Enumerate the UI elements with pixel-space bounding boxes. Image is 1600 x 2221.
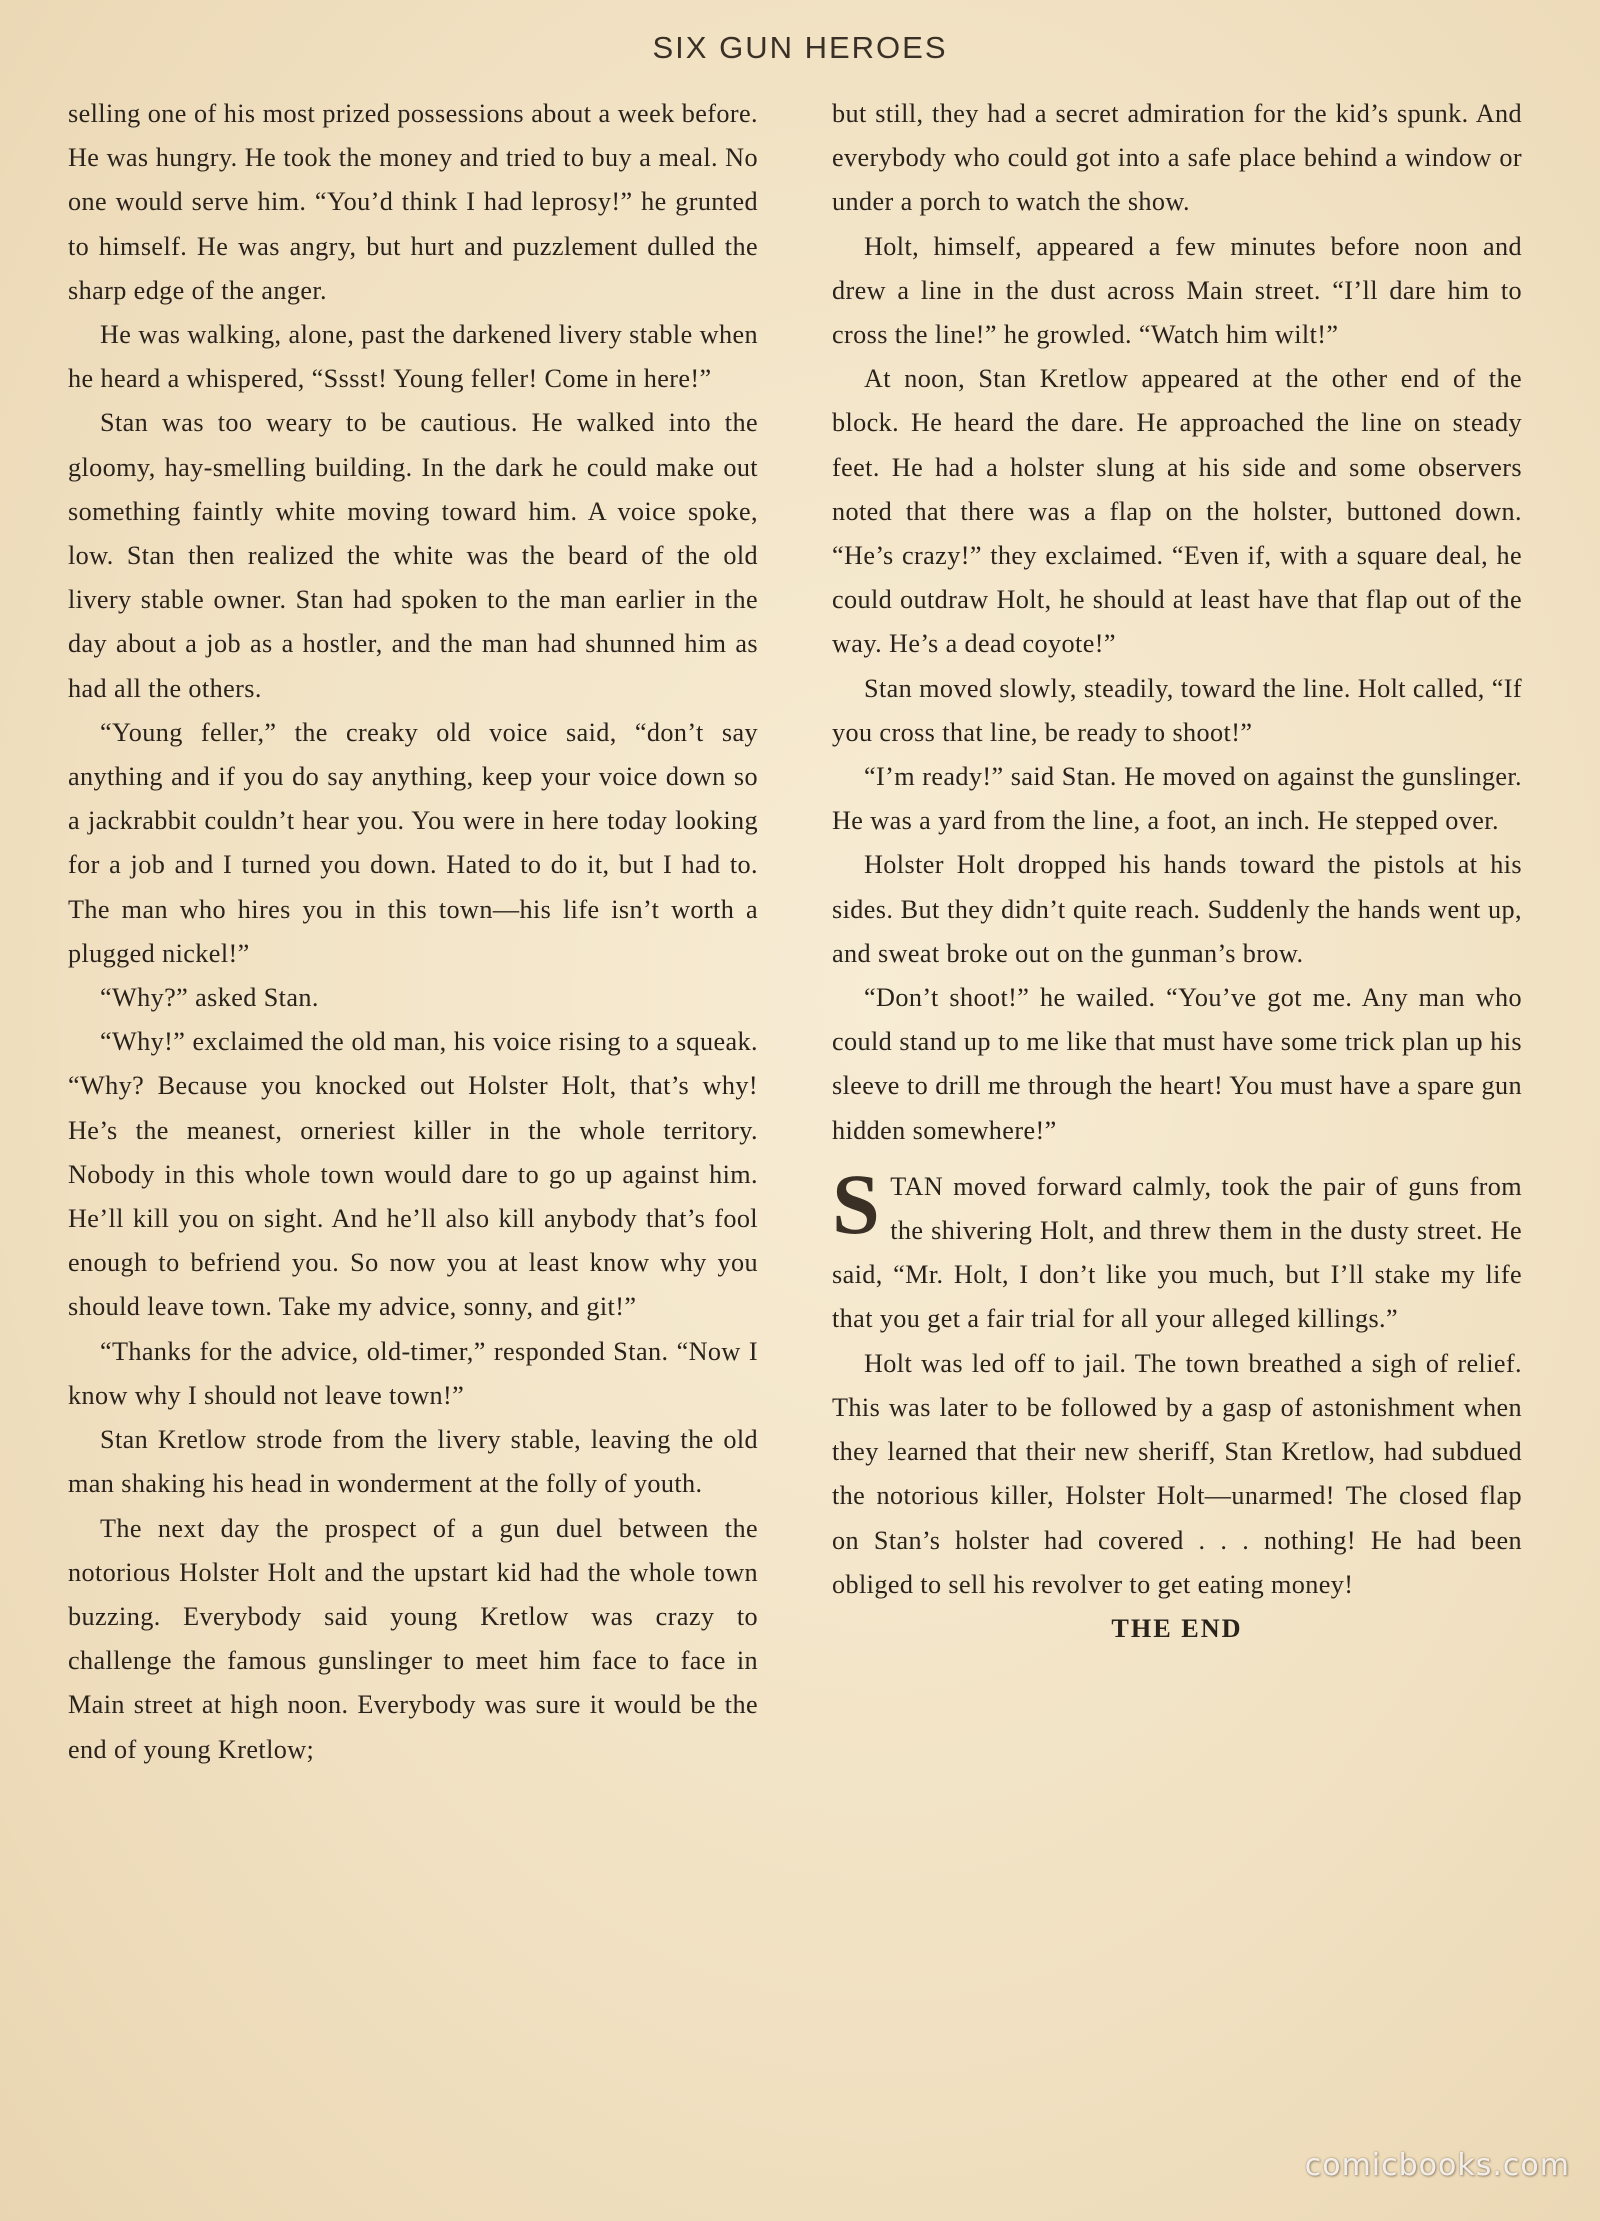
paragraph: At noon, Stan Kretlow appeared at the other end of the block. He heard the dare. He approached the line on steady feet. He had a holster slung at his side and some observers noted that there was a flap on the holster, buttoned down. “He’s crazy!” they exclaimed. “Even if, with a square deal, he could outdraw Holt, he should at least have that flap out of the way. He’s a dead coyote!” <box>832 364 1522 659</box>
paragraph: Stan Kretlow strode from the livery stable, leaving the old man shaking his head in wonderment at the folly of youth. <box>68 1425 758 1499</box>
paragraph: Holster Holt dropped his hands toward the pistols at his sides. But they didn’t quite reach. Suddenly the hands went up, and sweat broke out on the gunman’s brow. <box>832 850 1522 968</box>
paragraph: selling one of his most prized possessions about a week before. He was hungry. He took the money and tried to buy a meal. No one would serve him. “You’d think I had leprosy!” he grunted to himself. He was angry, but hurt and puzzlement dulled the sharp edge of the anger. <box>68 99 758 305</box>
paragraph: “Thanks for the advice, old-timer,” responded Stan. “Now I know why I should not leave town!” <box>68 1336 758 1410</box>
paragraph: Holt was led off to jail. The town breathed a sigh of relief. This was later to be followed by a gasp of astonishment when they learned that their new sheriff, Stan Kretlow, had subdued the notorious killer, Holster Holt—unarmed! The closed flap on Stan’s holster had covered . . . nothing! He had been obliged to sell his revolver to get eating money! <box>832 1348 1522 1599</box>
paragraph: “Young feller,” the creaky old voice said, “don’t say anything and if you do say anything, keep your voice down so a jackrabbit couldn’t hear you. You were in here today looking for a job and I turned you down. Hated to do it, but I had to. The man who hires you in this town—his life isn’t worth a plugged nickel!” <box>68 717 758 968</box>
dropcap-paragraph-text: TAN moved forward calmly, took the pair of guns from the shivering Holt, and threw them in the dusty street. He said, “Mr. Holt, I don’t like you much, but I’ll stake my life that you get a fair trial for all your alleged killings.” <box>832 1171 1522 1334</box>
paragraph: “Why?” asked Stan. <box>100 983 319 1013</box>
the-end-label: THE END <box>1111 1613 1243 1643</box>
paragraph: The next day the prospect of a gun duel between the notorious Holster Holt and the upstart kid had the whole town buzzing. Everybody said young Kretlow was crazy to challenge the famous gunslinger to meet him face to face in Main street at high noon. Everybody was sure it would be the end of young Kretlow; <box>68 1513 758 1764</box>
right-column <box>832 92 1522 1651</box>
dropcap-paragraph <box>832 1155 1522 1342</box>
paragraph: “I’m ready!” said Stan. He moved on against the gunslinger. He was a yard from the line, a foot, an inch. He stepped over. <box>832 762 1522 836</box>
left-column <box>68 92 758 1772</box>
page-header-title: SIX GUN HEROES <box>652 30 948 65</box>
paragraph: “Don’t shoot!” he wailed. “You’ve got me. Any man who could stand up to me like that must have some trick plan up his sleeve to drill me through the heart! You must have a spare gun hidden somewhere!” <box>832 983 1522 1145</box>
drop-cap-letter: S <box>832 1155 881 1252</box>
paragraph: He was walking, alone, past the darkened livery stable when he heard a whispered, “Sssst! Young feller! Come in here!” <box>68 320 758 394</box>
paragraph: Holt, himself, appeared a few minutes before noon and drew a line in the dust across Main street. “I’ll dare him to cross the line!” he growled. “Watch him wilt!” <box>832 231 1522 350</box>
watermark: comicbooks.com <box>1304 2148 1570 2183</box>
paragraph: “Why!” exclaimed the old man, his voice rising to a squeak. “Why? Because you knocked out Holster Holt, that’s why! He’s the meanest, orneriest killer in the whole territory. Nobody in this whole town would dare to go up against him. He’ll kill you on sight. And he’ll also kill anybody that’s fool enough to befriend you. So now you at least know why you should leave town. Take my advice, sonny, and git!” <box>68 1027 758 1322</box>
paragraph: but still, they had a secret admiration for the kid’s spunk. And everybody who could got into a safe place behind a window or under a porch to watch the show. <box>832 99 1522 217</box>
paragraph: Stan was too weary to be cautious. He walked into the gloomy, hay-smelling building. In the dark he could make out something faintly white moving toward him. A voice spoke, low. Stan then realized the white was the beard of the old livery stable owner. Stan had spoken to the man earlier in the day about a job as a hostler, and the man had shunned him as had all the others. <box>68 408 758 703</box>
paragraph: Stan moved slowly, steadily, toward the line. Holt called, “If you cross that line, be ready to shoot!” <box>832 673 1522 747</box>
